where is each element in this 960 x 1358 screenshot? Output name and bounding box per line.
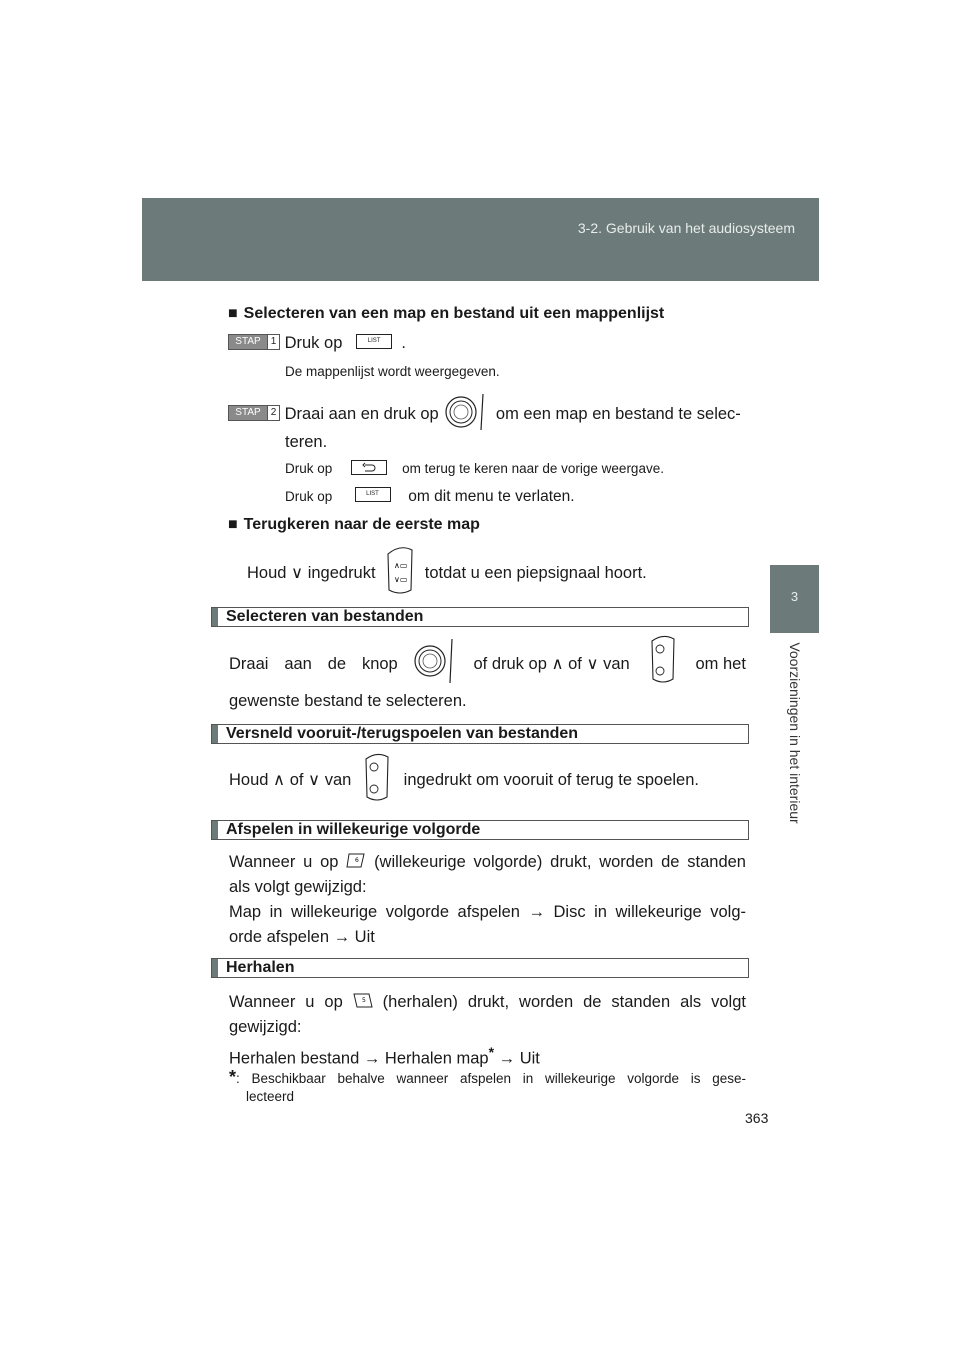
line: als volgt gewijzigd: xyxy=(229,878,367,896)
word: de xyxy=(327,654,347,673)
line xyxy=(229,850,746,875)
first-folder-instruction xyxy=(247,546,647,596)
note-text: Druk op xyxy=(285,461,333,476)
step-badge: STAP 2 xyxy=(228,405,280,421)
instruction-text-after: totdat u een piepsignaal hoort. xyxy=(424,563,647,582)
footnote xyxy=(229,1068,746,1106)
preset-6-button-icon xyxy=(346,852,366,869)
folder-updown-button-icon xyxy=(380,546,420,601)
step-2-text-after: om een map en bestand te selec- xyxy=(495,404,741,423)
section-bar-select-files xyxy=(211,607,749,627)
repeat-paragraph xyxy=(229,990,746,1072)
page-number: 363 xyxy=(745,1110,769,1126)
tune-knob-icon xyxy=(414,635,458,693)
line xyxy=(229,990,746,1015)
line xyxy=(229,1040,746,1072)
step-2-note-exit xyxy=(285,488,575,506)
text: : Beschikbaar behalve wanneer afspelen in willekeurige volgorde is gese- xyxy=(236,1071,746,1086)
text: → Uit xyxy=(498,1049,540,1068)
step-1-text: Druk op xyxy=(284,334,343,352)
note-text: Druk op xyxy=(285,489,333,504)
line: gewijzigd: xyxy=(229,1018,302,1036)
word: knop xyxy=(361,654,398,673)
tune-knob-icon xyxy=(443,392,491,437)
text: om het xyxy=(695,654,746,673)
step-badge: STAP 1 xyxy=(228,334,280,350)
section-heading-first-folder xyxy=(228,516,480,534)
bar-title: Selecteren van bestanden xyxy=(226,608,424,625)
bar-title: Afspelen in willekeurige volgorde xyxy=(226,821,481,838)
text: (herhalen) drukt, worden de standen als volgt xyxy=(382,993,746,1011)
step-2-continued: teren. xyxy=(285,433,328,451)
step-1-note: De mappenlijst wordt weergegeven. xyxy=(285,364,500,379)
section-bar-fast-forward xyxy=(211,724,749,744)
svg-text:∨▭: ∨▭ xyxy=(394,575,408,584)
seek-updown-button-icon xyxy=(360,753,394,808)
instruction-text-after: ingedrukt om vooruit of terug te spoelen. xyxy=(403,770,699,789)
chapter-tab-number: 3 xyxy=(770,565,819,633)
heading-text: Selecteren van een map en bestand uit een mappenlijst xyxy=(243,305,665,322)
section-bar-repeat xyxy=(211,958,749,978)
preset-5-button-icon xyxy=(353,992,373,1009)
header-band xyxy=(142,198,819,281)
footnote-line: lecteerd xyxy=(246,1089,295,1104)
note-text-after: om terug te keren naar de vorige weergave. xyxy=(402,461,664,476)
instruction-text: Houd ∧ of ∨ van xyxy=(229,771,352,789)
instruction-text: Houd ∨ ingedrukt xyxy=(247,563,376,582)
bullet-square: ■ xyxy=(228,516,238,533)
text: Wanneer u op xyxy=(229,993,343,1011)
footnote-star: * xyxy=(488,1044,495,1060)
svg-text:5: 5 xyxy=(361,997,366,1005)
svg-text:6: 6 xyxy=(355,857,360,865)
bar-accent xyxy=(212,608,218,626)
select-files-paragraph xyxy=(229,639,746,714)
bar-title: Herhalen xyxy=(226,959,295,976)
text: of druk op ∧ of ∨ van xyxy=(473,654,630,673)
footnote-star: * xyxy=(229,1067,237,1087)
bar-accent xyxy=(212,725,218,743)
step-2 xyxy=(228,392,741,432)
fast-forward-instruction xyxy=(229,755,699,805)
seek-updown-button-icon xyxy=(646,635,680,693)
random-paragraph xyxy=(229,850,746,950)
bar-title: Versneld vooruit-/terugspoelen van bestanden xyxy=(226,725,579,742)
text: Herhalen bestand → Herhalen map xyxy=(229,1049,489,1068)
line: Map in willekeurige volgorde afspelen → Disc in willekeurige volg- xyxy=(229,903,746,921)
bar-accent xyxy=(212,959,218,977)
heading-text: Terugkeren naar de eerste map xyxy=(243,516,480,533)
step-2-text: Draai aan en druk op xyxy=(284,404,439,423)
list-button-icon: LIST xyxy=(355,487,391,502)
word: aan xyxy=(284,654,312,673)
chapter-side-label-text: Voorzieningen in het interieur xyxy=(786,642,803,824)
note-text-after: om dit menu te verlaten. xyxy=(408,488,575,505)
text: Wanneer u op xyxy=(229,853,339,871)
section-heading-folder-list xyxy=(228,305,664,323)
chapter-side-label xyxy=(770,633,819,833)
svg-text:∧▭: ∧▭ xyxy=(394,561,408,570)
bar-accent xyxy=(212,821,218,839)
step-1 xyxy=(228,334,406,353)
bullet-square: ■ xyxy=(228,305,238,322)
line: orde afspelen → Uit xyxy=(229,928,375,946)
line: gewenste bestand te selecteren. xyxy=(229,692,467,710)
back-button-icon xyxy=(351,460,387,475)
footnote-line xyxy=(229,1068,746,1088)
section-title: 3-2. Gebruik van het audiosysteem xyxy=(577,220,795,236)
step-1-period: . xyxy=(401,334,406,352)
section-bar-random xyxy=(211,820,749,840)
step-2-note-back xyxy=(285,461,664,477)
word: Draai xyxy=(229,654,269,673)
list-button-icon: LIST xyxy=(356,334,392,349)
text: (willekeurige volgorde) drukt, worden de standen xyxy=(374,853,746,871)
